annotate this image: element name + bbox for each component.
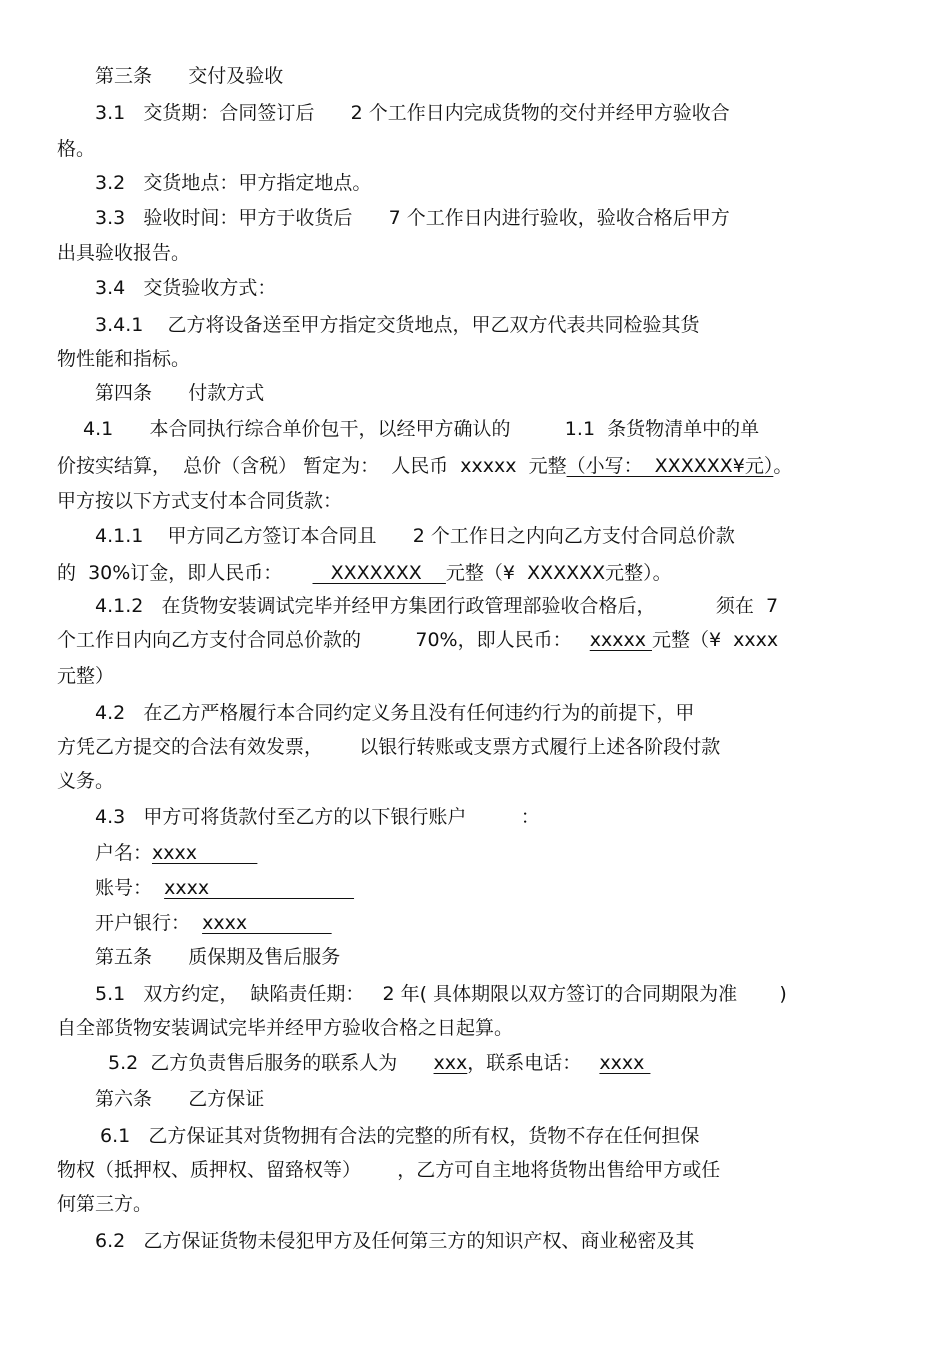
- clause-4-1-2-line-3: 元整）: [57, 665, 115, 687]
- account-number-row: [95, 872, 354, 904]
- account-number-label: 账号：: [95, 877, 165, 899]
- article-4-heading: 第四条 付款方式: [95, 382, 265, 404]
- text-span: 元整（¥ xxxx: [651, 629, 779, 651]
- text-span: 元整（¥ XXXXXX元整）。: [445, 562, 672, 584]
- account-name-value: xxxx: [152, 842, 258, 864]
- account-name-row: [95, 837, 257, 869]
- clause-3-2: 3.2 交货地点：甲方指定地点。: [95, 172, 372, 194]
- clause-4-1-1-line-2: [57, 557, 672, 589]
- clause-6-1-line-1: 6.1 乙方保证其对货物拥有合法的完整的所有权，货物不存在任何担保: [100, 1125, 700, 1147]
- clause-3-4-1-line-1: 3.4.1 乙方将设备送至甲方指定交货地点，甲乙双方代表共同检验其货: [95, 314, 700, 336]
- clause-6-2-line-1: 6.2 乙方保证货物未侵犯甲方及任何第三方的知识产权、商业秘密及其: [95, 1230, 695, 1252]
- clause-3-4-1-line-2: 物性能和指标。: [57, 348, 191, 370]
- contact-person: xxx: [433, 1052, 468, 1074]
- text-span: 的 30%订金，即人民币：: [57, 562, 313, 584]
- clause-6-1-line-2: 物权（抵押权、质押权、留臵权等） ，乙方可自主地将货物出售给甲方或任: [57, 1159, 721, 1181]
- underlined-amount: xxxxx: [589, 629, 652, 651]
- clause-4-1-line-1: 4.1 本合同执行综合单价包干，以经甲方确认的 1.1 条货物清单中的单: [83, 418, 760, 440]
- clause-3-4: 3.4 交货验收方式：: [95, 277, 277, 299]
- article-5-heading: 第五条 质保期及售后服务: [95, 946, 341, 968]
- clause-4-1-2-line-2: [57, 624, 778, 656]
- bank-row: [95, 907, 332, 939]
- clause-4-1-2-line-1: 4.1.2 在货物安装调试完毕并经甲方集团行政管理部验收合格后， 须在 7: [95, 595, 779, 617]
- clause-3-1-line-2: 格。: [57, 138, 96, 160]
- clause-6-1-line-3: 何第三方。: [57, 1193, 153, 1215]
- clause-4-1-line-3: 甲方按以下方式支付本合同货款：: [57, 490, 343, 512]
- clause-4-2-line-1: 4.2 在乙方严格履行本合同约定义务且没有任何违约行为的前提下，甲: [95, 702, 695, 724]
- article-3-heading: 第三条 交付及验收: [95, 65, 284, 87]
- bank-label: 开户银行：: [95, 912, 203, 934]
- underlined-amount: XXXXXXX: [312, 562, 446, 584]
- clause-5-2: [108, 1047, 650, 1079]
- clause-3-3-line-2: 出具验收报告。: [57, 242, 191, 264]
- clause-4-3-line-1: 4.3 甲方可将货款付至乙方的以下银行账户 ：: [95, 806, 540, 828]
- account-name-label: 户名：: [95, 842, 153, 864]
- clause-4-2-line-3: 义务。: [57, 770, 115, 792]
- account-number-value: xxxx: [164, 877, 355, 899]
- text-span: 个工作日内向乙方支付合同总价款的 70%，即人民币：: [57, 629, 590, 651]
- contact-phone: xxxx: [599, 1052, 651, 1074]
- clause-4-1-line-2: [57, 450, 792, 482]
- text-span: 价按实结算， 总价（含税） 暂定为： 人民币 xxxxx 元整: [57, 455, 567, 477]
- text-span: 。: [773, 455, 793, 477]
- clause-3-3-line-1: 3.3 验收时间：甲方于收货后 7 个工作日内进行验收，验收合格后甲方: [95, 207, 730, 229]
- clause-4-1-1-line-1: 4.1.1 甲方同乙方签订本合同且 2 个工作日之内向乙方支付合同总价款: [95, 525, 735, 547]
- clause-5-1-line-1: 5.1 双方约定， 缺陷责任期： 2 年( 具体期限以双方签订的合同期限为准 ): [95, 983, 787, 1005]
- bank-value: xxxx: [202, 912, 332, 934]
- clause-4-2-line-2: 方凭乙方提交的合法有效发票， 以银行转账或支票方式履行上述各阶段付款: [57, 736, 721, 758]
- underlined-amount: （小写： XXXXXX¥元）: [566, 455, 774, 477]
- article-6-heading: 第六条 乙方保证: [95, 1088, 265, 1110]
- text-span: 5.2 乙方负责售后服务的联系人为: [108, 1052, 434, 1074]
- clause-5-1-line-2: 自全部货物安装调试完毕并经甲方验收合格之日起算。: [57, 1017, 514, 1039]
- clause-3-1-line-1: 3.1 交货期：合同签订后 2 个工作日内完成货物的交付并经甲方验收合: [95, 102, 730, 124]
- text-span: ，联系电话：: [467, 1052, 600, 1074]
